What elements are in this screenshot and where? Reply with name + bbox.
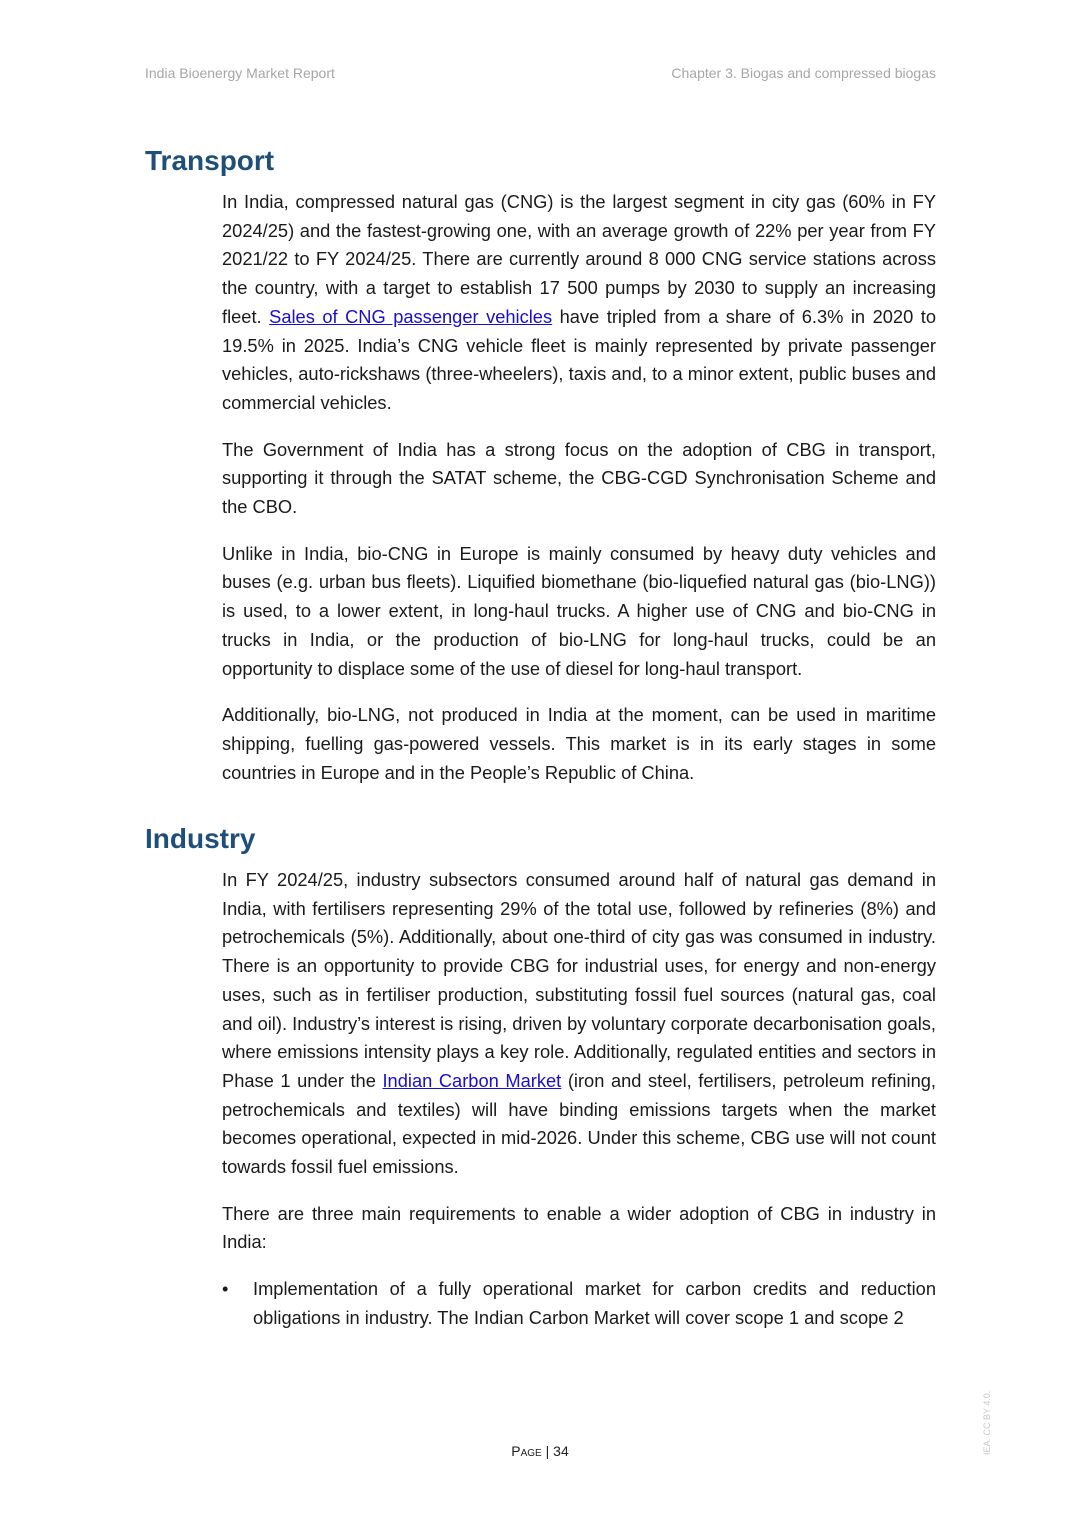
bullet-icon: • — [222, 1278, 229, 1300]
list-item: • Implementation of a fully operational market for carbon credits and reduction obligations in industry. The Indian Carbon Market will cover scope 1 and scope 2 — [222, 1275, 936, 1332]
running-header-chapter: Chapter 3. Biogas and compressed biogas — [671, 65, 936, 81]
link-indian-carbon-market[interactable]: Indian Carbon Market — [382, 1069, 562, 1091]
section-heading-transport: Transport — [145, 145, 275, 176]
paragraph: Unlike in India, bio-CNG in Europe is mainly consumed by heavy duty vehicles and buses (e.g. urban bus fleets). Liquified biomethane (bio-liquefied natural gas (bio-LNG)) is used, to a lower extent, in long-haul trucks. A higher use of CNG and bio-CNG in trucks in India, or the production of bio-LNG for long-haul trucks, could be an opportunity to displace some of the use of diesel for long-haul transport. — [222, 542, 936, 679]
section-heading-industry: Industry — [145, 823, 256, 854]
paragraph: In India, compressed natural gas (CNG) is the largest segment in city gas (60% in FY 2024/25) and the fastest-growing one, with an average growth of 22% per year from FY 2021/22 to FY 2024/25. There are currently around 8 000 CNG service stations across the country, with a target to establish 17 500 pumps by 2030 to supply an increasing fleet. Sales of CNG passenger vehicles have tripled from a share of 6.3% in 2020 to 19.5% in 2025. India’s CNG vehicle fleet is mainly represented by private passenger vehicles, auto-rickshaws (three-wheelers), taxis and, to a minor extent, public buses and commercial vehicles. — [222, 191, 936, 413]
page-label: Page — [511, 1443, 542, 1459]
paragraph: The Government of India has a strong focus on the adoption of CBG in transport, supporting it through the SATAT scheme, the CBG-CGD Synchronisation Scheme and the CBO. — [222, 438, 936, 518]
paragraph: Additionally, bio-LNG, not produced in India at the moment, can be used in maritime shipping, fuelling gas-powered vessels. This market is in its early stages in some countries in Europe and in the People’s Republic of China. — [222, 704, 936, 783]
page-footer — [0, 1443, 1080, 1459]
license-notice: IEA. CC BY 4.0. — [982, 1390, 992, 1455]
industry-section-body — [222, 866, 936, 1333]
paragraph: In FY 2024/25, industry subsectors consumed around half of natural gas demand in India, with fertilisers representing 29% of the total use, followed by refineries (8%) and petrochemicals (5%). Additionally, about one-third of city gas was consumed in industry. There is an opportunity to provide CBG for industrial uses, for energy and non-energy uses, such as in fertiliser production, substituting fossil fuel sources (natural gas, coal and oil). Industry’s interest is rising, driven by voluntary corporate decarbonisation goals, where emissions intensity plays a key role. Additionally, regulated entities and sectors in Phase 1 under the Indian Carbon Market (iron and steel, fertilisers, petroleum refining, petrochemicals and textiles) will have binding emissions targets when the market becomes operational, expected in mid-2026. Under this scheme, CBG use will not count towards fossil fuel emissions. — [222, 869, 937, 1178]
page-number: 34 — [553, 1443, 569, 1459]
running-header-report-title: India Bioenergy Market Report — [145, 65, 335, 81]
page-separator: | — [541, 1443, 554, 1459]
transport-section-body — [222, 188, 936, 805]
paragraph: There are three main requirements to enable a wider adoption of CBG in industry in India: — [222, 1202, 936, 1253]
link-cng-passenger-vehicle-sales[interactable]: Sales of CNG passenger vehicles — [269, 305, 553, 327]
